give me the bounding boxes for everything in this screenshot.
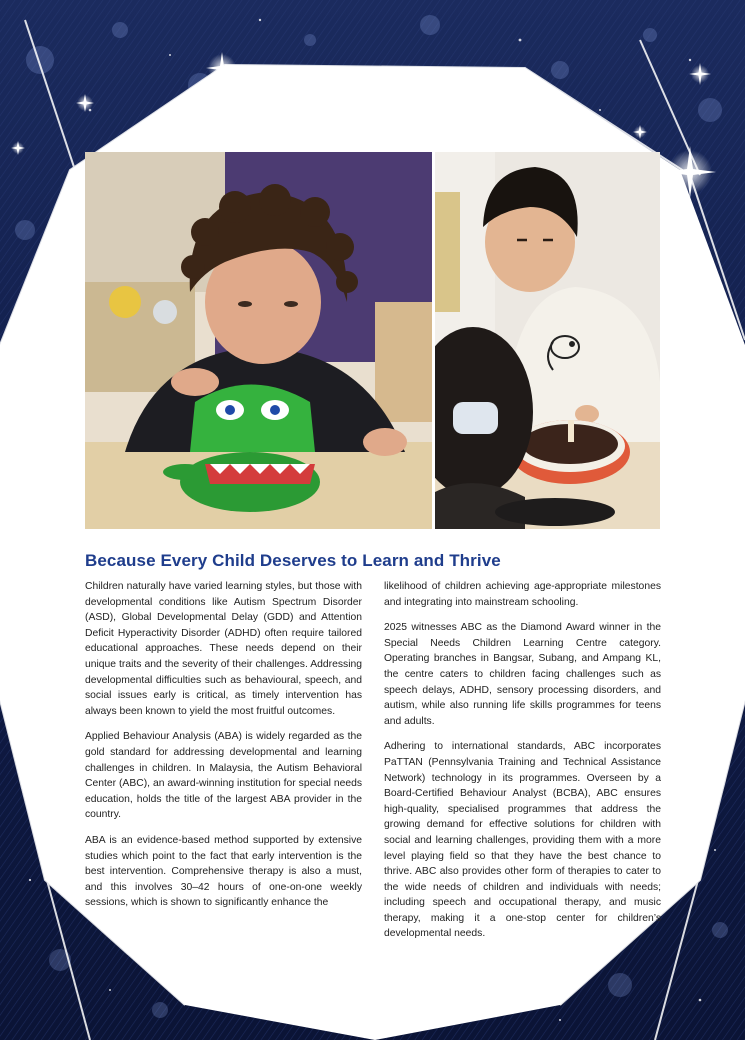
paragraph: Children naturally have varied learning styles, but those with developmental conditions like Autism Spectrum Disorder (ASD), Global Developmental Delay (GDD) and Attention Deficit Hyperactivity Disorder (ADHD) often require tailored educational approaches. These needs depend on their unique traits and the severity of their challenges. Addressing developmental difficulties such as behavioural, speech, and social issues early is critical, as timely intervention has always been known to yield the most fruitful outcomes. (85, 581, 362, 717)
paragraph: 2025 witnesses ABC as the Diamond Award winner in the Special Needs Children Learning Centre category. Operating branches in Bangsar, Subang, and Ampang KL, the centre caters to children facing challenges such as speech delays, ADHD, sensory processing disorders, and autism, while also running life skills programmes for teens and adults. (384, 622, 661, 727)
paragraph: likelihood of children achieving age-appropriate milestones and integrating into mainstream schooling. (384, 581, 661, 608)
paragraph: ABA is an evidence-based method supported by extensive studies which point to the fact that early intervention is the best intervention. Comprehensive therapy is also a must, and this involves 30–42 hours of one-on-one weekly sessions, which is shown to significantly enhance the (85, 834, 362, 909)
photo-child-crocodile-game (85, 152, 432, 529)
paragraph: Applied Behaviour Analysis (ABA) is widely regarded as the gold standard for addressing developmental and learning challenges in children. In Malaysia, the Autism Behavioral Center (ABC), an award-winning institution for special needs education, holds the title of the largest ABA provider in the country. (85, 731, 362, 821)
right-column (384, 579, 661, 952)
left-column (85, 579, 362, 952)
paragraph: Adhering to international standards, ABC incorporates PaTTAN (Pennsylvania Training and Technical Assistance Network) technology in its programmes. Overseen by a Board-Certified Behaviour Analyst (BCBA), ABC ensures high-quality, specialised programmes that address the growing demand for effective solutions for children with social and learning challenges, providing them with a more level playing field so that they have the best chance to thrive. ABC also provides other form of therapies to cater to the wide needs of children and individuals with needs; including speech and occupational therapy, and music therapy, making it a one-stop center for children’s developmental needs. (384, 741, 661, 940)
article-heading: Because Every Child Deserves to Learn and Thrive (85, 551, 501, 570)
article-body (85, 551, 661, 952)
photo-child-therapy-activity (435, 152, 660, 529)
